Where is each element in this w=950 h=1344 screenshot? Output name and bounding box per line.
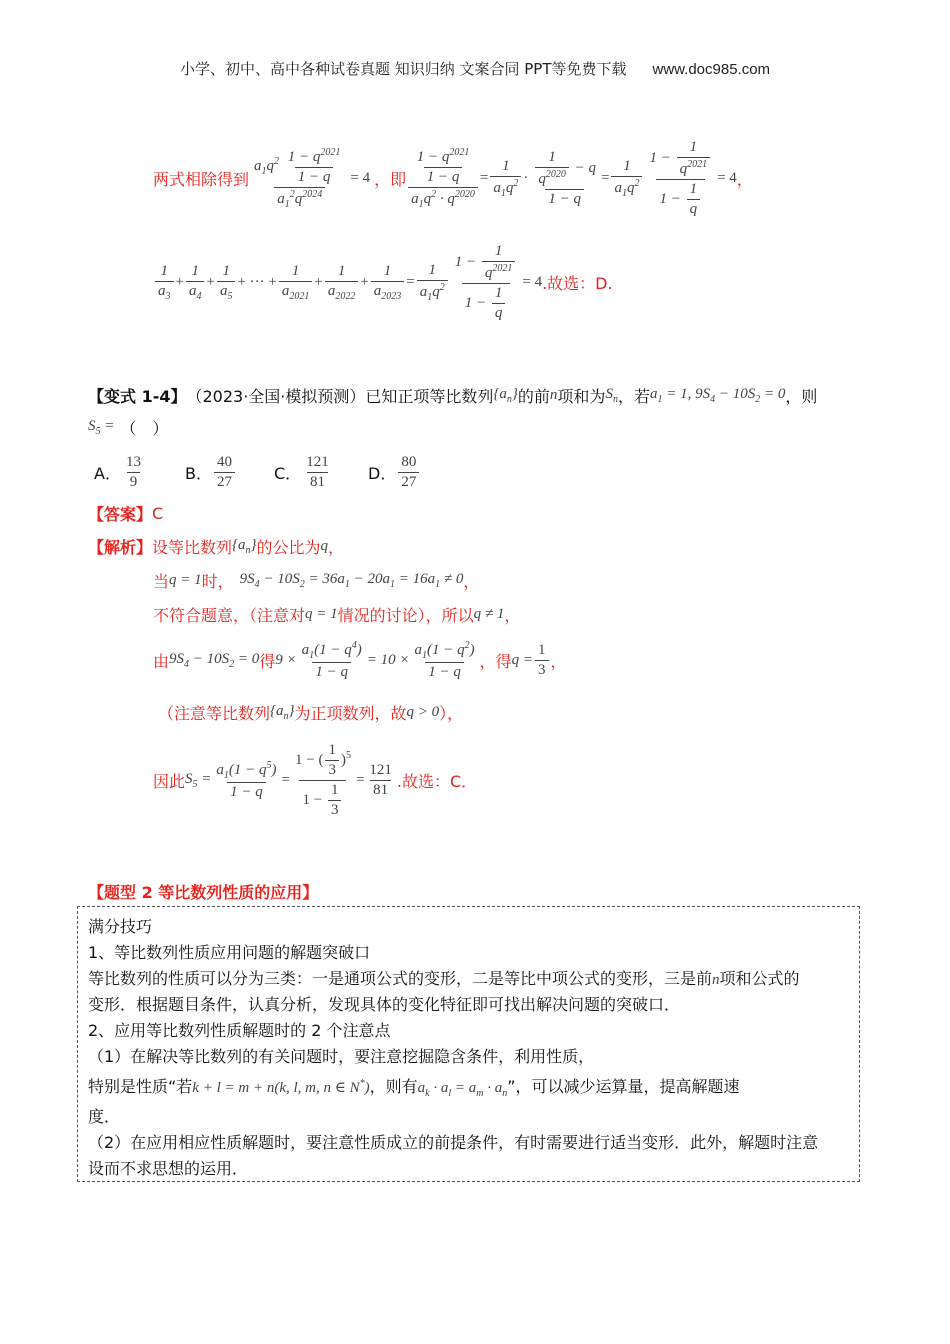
analysis-a5: （注意等比数列 — [158, 703, 271, 723]
tips-p2b: 项和公式的 — [719, 969, 800, 988]
tips-p2a: 等比数列的性质可以分为三类：一是通项公式的变形，二是等比中项公式的变形，三是前 — [88, 969, 713, 988]
analysis-a4c: ，得 — [479, 651, 512, 671]
option-a-den: 9 — [127, 472, 141, 491]
option-b-letter: B． — [185, 463, 212, 483]
prev-line1-end: ， — [736, 169, 753, 189]
option-d[interactable] — [368, 449, 421, 495]
tips-p3: 变形．根据题目条件，认真分析，发现具体的变化特征即可找出解决问题的突破口． — [88, 995, 681, 1014]
option-a[interactable] — [94, 449, 146, 495]
analysis-a2c: ， — [463, 571, 480, 591]
page-header — [0, 58, 950, 79]
analysis-line2: 当 q = 1 时， $9S_4 - 10S_2 = 36a_1 - 20a_1 = 16a_1 \ne 0$ ， — [153, 570, 480, 591]
answer-value: C — [152, 503, 164, 523]
analysis-a1c: ， — [328, 537, 345, 557]
option-b[interactable] — [185, 449, 237, 495]
answer-label: 【答案】 — [88, 504, 153, 524]
variant-source: （2023·全国·模拟预测） — [186, 386, 366, 406]
answer-line — [88, 500, 163, 526]
tips-p8: （2）在应用相应性质解题时，要注意性质成立的前提条件，有时需要进行适当变形．此外，解题时注意 — [88, 1133, 819, 1152]
header-text: 小学、初中、高中各种试卷真题 知识归纳 文案合同 PPT等免费下载 — [179, 60, 627, 78]
prev-line2-end: .故选：D. — [542, 273, 613, 293]
tips-p9: 设而不求思想的运用． — [88, 1159, 249, 1178]
analysis-a4b: 得 — [259, 651, 276, 671]
section-title: 【题型 2 等比数列性质的应用】 — [88, 883, 319, 902]
tips-p4: 2、应用等比数列性质解题时的 2 个注意点 — [88, 1021, 391, 1040]
tips-p5: （1）在解决等比数列的有关问题时，要注意挖掘隐含条件，利用性质， — [88, 1047, 595, 1066]
variant-stem-line2: $S_5$ = （ ） — [88, 417, 169, 438]
option-a-letter: A． — [94, 463, 121, 483]
analysis-line5: （注意等比数列 $\{a_n\}$ 为正项数列，故 q > 0 ）， — [158, 702, 464, 723]
analysis-line1: 【解析】 设等比数列 $\{a_n\}$ 的公比为 q ， — [88, 536, 345, 557]
eq-four-2: = 4 — [717, 169, 737, 186]
variant-paren: （ ） — [120, 418, 169, 438]
variant-stem-a: 已知正项等比数列 — [365, 386, 494, 406]
option-d-letter: D． — [368, 463, 397, 483]
variant-label: 【变式 1-4】 — [88, 386, 187, 406]
prev-line1-mid: ，即 — [374, 169, 407, 189]
eq-four-3: = 4 — [522, 273, 543, 290]
analysis-a4: 由 — [153, 651, 170, 671]
tips-p2: 等比数列的性质可以分为三类：一是通项公式的变形，二是等比中项公式的变形，三是前n项和公式的 — [88, 969, 800, 988]
variant-stem-b: 的前 — [517, 386, 550, 406]
analysis-a4d: ， — [550, 651, 567, 671]
analysis-a5b: 为正项数列，故 — [294, 703, 407, 723]
option-d-den: 27 — [398, 472, 419, 491]
analysis-line3: 不符合题意，（注意对 q = 1 情况的讨论），所以 q ≠ 1 ， — [153, 600, 520, 628]
analysis-line4: 由 $9S_4 - 10S_2 = 0$ 得 9 × $\frac{a_1(1 - q^4)}{1 - q}$ = 10 × $\frac{a_1(1 - q^2)}{1 - q}$ ，得 q = $\frac{1}{3}$ ， — [153, 639, 567, 680]
analysis-a3: 不符合题意，（注意对 — [153, 605, 306, 625]
analysis-a2b: 时， — [201, 571, 234, 591]
analysis-a3c: ， — [504, 605, 521, 625]
prev-solution-line2: $\frac{1}{a_3}$ + $\frac{1}{a_4}$ + $\frac{1}{a_5}$ + ··· + $\frac{1}{a_{2021}}$ + $\frac{1}{a_{2022}}$ + $\frac{1}{a_{2023}}$ = $\frac{1}{a_1q^2}$ 1 − $\frac{1}{q^{2021}}$ 1 − $\frac{1}{q}$ = 4 .故选：D. — [153, 238, 613, 326]
eq-four-1: = 4 — [350, 169, 371, 186]
analysis-a2: 当 — [153, 571, 170, 591]
math-ratio-expr: $a_1q^2$ $\frac{1 - q^{2021}}{1 - q}$ $a_1^2q^{2024}$ — [254, 146, 341, 210]
analysis-label: 【解析】 — [88, 537, 153, 557]
option-c[interactable] — [274, 449, 334, 495]
variant-stem-line1: 【变式 1-4】 （2023·全国·模拟预测） 已知正项等比数列 $\{a_n\}$ 的前 n 项和为 $S_n$ ，若 $a_1 = 1$, $9S_4 - 10S_2 = 0$ ，则 — [88, 385, 818, 406]
option-b-den: 27 — [214, 472, 235, 491]
analysis-a3b: 情况的讨论），所以 — [337, 605, 474, 625]
analysis-a1b: 的公比为 — [256, 537, 321, 557]
tips-p6c: ”，可以减少运算量，提高解题速 — [507, 1077, 740, 1096]
option-c-den: 81 — [307, 472, 328, 491]
variant-stem-e: ，则 — [785, 386, 818, 406]
analysis-line6: 因此 $S_5$ = $\frac{a_1(1 - q^5)}{1 - q}$ = 1 − ( $\frac{1}{3}$ )$^5$ 1 − $\frac{1}{3}$ = $\frac{121}{81}$ .故选：C． — [153, 741, 478, 818]
tips-p6: 特别是性质“若k + l = m + n(k, l, m, n ∈ N*)，则有$a_k \cdot a_l = a_m \cdot a_n$”，可以减少运算量，提高解题速 — [88, 1077, 740, 1099]
analysis-a5c: ）， — [439, 703, 464, 723]
option-d-num: 80 — [401, 453, 417, 470]
tips-heading: 满分技巧 — [88, 917, 153, 936]
analysis-a6: 因此 — [153, 771, 186, 791]
option-b-num: 40 — [216, 453, 232, 470]
header-url[interactable]: www.doc985.com — [652, 61, 771, 78]
analysis-a1: 设等比数列 — [152, 537, 233, 557]
variant-stem-d: ，若 — [617, 386, 650, 406]
option-a-num: 13 — [125, 453, 141, 470]
tips-p6b: ，则有 — [369, 1077, 418, 1096]
tips-p7: 度． — [88, 1107, 121, 1126]
tips-p1: 1、等比数列性质应用问题的解题突破口 — [88, 943, 371, 962]
prev-line1-prefix: 两式相除得到 — [153, 169, 250, 189]
analysis-a6b: .故选：C． — [396, 771, 478, 791]
math-expr-a: $\frac{\frac{1 - q^{2021}}{1 - q}}{a_1q^2 \cdot q^{2020}}$ — [408, 147, 478, 210]
option-c-letter: C． — [274, 463, 302, 483]
option-c-num: 121 — [306, 453, 329, 470]
variant-stem-c: 项和为 — [557, 386, 606, 406]
prev-solution-line1: 两式相除得到 $a_1q^2$ $\frac{1 - q^{2021}}{1 - q}$ $a_1^2q^{2024}$ = 4 ，即 $\frac{\frac{1 - q^{2021}}{1 - q}}{a_1q^2 \cdot q^{2020}}$ = $\frac{1}{a_1q^2}$ · $\frac{1}{q^{2020}}$ − q 1 − q = $\frac{1}{a_1q^2}$ 1 − $\frac{1}{q^{2021}}$ 1 − $\frac{1}{q}$ = 4 ， — [153, 138, 753, 217]
tips-p6a: 特别是性质“若 — [88, 1077, 193, 1096]
